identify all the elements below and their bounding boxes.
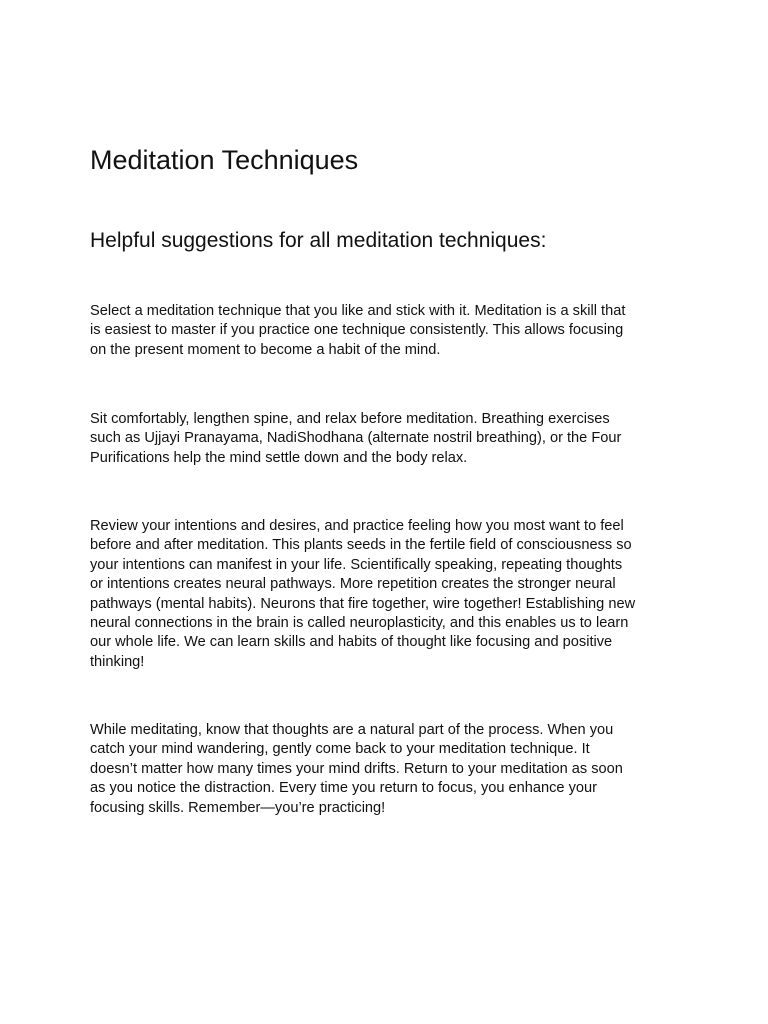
paragraph-line: Select a meditation technique that you like and stick with it. Meditation is a skill that: [90, 303, 626, 319]
paragraph-line: neural connections in the brain is called neuroplasticity, and this enables us to learn: [90, 615, 629, 632]
paragraph-line: Purifications help the mind settle down and the body relax.: [90, 449, 468, 466]
paragraph-line: before and after meditation. This plants seeds in the fertile field of consciousness so: [90, 537, 632, 554]
paragraph-line: Review your intentions and desires, and practice feeling how you most want to feel: [90, 518, 624, 534]
paragraph-line: such as Ujjayi Pranayama, NadiShodhana (alternate nostril breathing), or the Four: [90, 430, 622, 447]
paragraph-line: your intentions can manifest in your life. Scientifically speaking, repeating thoughts: [90, 556, 623, 573]
paragraph-line: doesn’t matter how many times your mind drifts. Return to your meditation as soon: [90, 760, 623, 777]
paragraph-line: thinking!: [90, 653, 145, 670]
paragraph-line: Sit comfortably, lengthen spine, and relax before meditation. Breathing exercises: [90, 411, 610, 427]
paragraph-posture-breathing: [90, 410, 690, 468]
paragraph-line: focusing skills. Remember—you’re practicing!: [90, 799, 386, 816]
paragraph-technique-choice: [90, 302, 690, 360]
page-title: Meditation Techniques: [90, 145, 359, 175]
paragraph-line: is easiest to master if you practice one technique consistently. This allows focusing: [90, 322, 624, 339]
paragraph-line: pathways (mental habits). Neurons that fire together, wire together! Establishing new: [90, 595, 636, 612]
paragraph-line: While meditating, know that thoughts are a natural part of the process. When you: [90, 722, 614, 738]
paragraph-line: our whole life. We can learn skills and habits of thought like focusing and positive: [90, 634, 613, 651]
paragraph-intentions: [90, 517, 690, 672]
paragraph-line: or intentions creates neural pathways. More repetition creates the stronger neural: [90, 576, 616, 593]
paragraph-line: catch your mind wandering, gently come back to your meditation technique. It: [90, 741, 590, 758]
paragraph-wandering-mind: [90, 721, 690, 818]
paragraph-line: on the present moment to become a habit of the mind.: [90, 341, 441, 358]
paragraph-line: as you notice the distraction. Every time you return to focus, you enhance your: [90, 780, 597, 797]
section-heading: Helpful suggestions for all meditation techniques:: [90, 229, 547, 252]
